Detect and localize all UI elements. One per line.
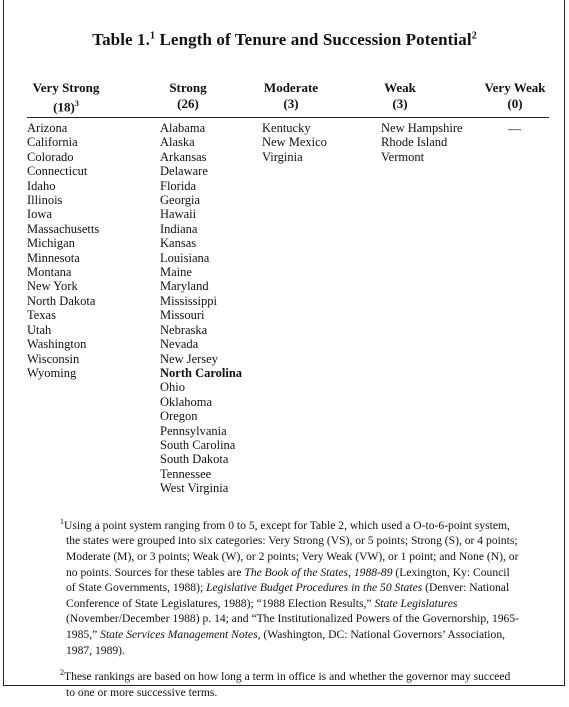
state-item: Oregon <box>160 409 198 424</box>
strong-states <box>160 121 242 496</box>
state-item: Missouri <box>160 308 205 323</box>
state-item: Delaware <box>160 164 208 179</box>
state-item: Massachusetts <box>27 221 100 236</box>
state-item: Rhode Island <box>381 135 448 150</box>
state-item: North Carolina <box>160 365 243 380</box>
column-header-very-strong: Very Strong $(18)^3$ <box>32 80 100 115</box>
state-item: Alaska <box>160 135 195 150</box>
moderate-states <box>262 121 327 164</box>
very-weak-dash: — <box>508 121 521 136</box>
state-item: Minnesota <box>27 250 80 265</box>
state-item: Pennsylvania <box>160 423 227 438</box>
state-item: North Dakota <box>27 293 96 308</box>
state-item: Washington <box>27 337 87 352</box>
state-item: Oklahoma <box>160 394 213 409</box>
state-item: Wisconsin <box>27 351 80 366</box>
state-item: New York <box>27 279 78 294</box>
state-item: Arizona <box>27 121 68 135</box>
footnote-2: $^2$These rankings are based on how long a term in office is and whether the governor may succeed to one or more successive terms. <box>60 668 511 699</box>
state-item: Illinois <box>27 193 63 208</box>
state-item: Georgia <box>160 193 201 208</box>
state-item: West Virginia <box>160 481 229 496</box>
state-item: Maine <box>160 265 192 280</box>
state-item: New Mexico <box>262 135 327 150</box>
state-item: Alabama <box>160 121 206 135</box>
state-item: Kentucky <box>262 121 311 135</box>
state-item: New Hampshire <box>381 121 463 135</box>
column-header-strong: Strong (26) <box>169 80 207 111</box>
header-rule <box>27 117 549 118</box>
state-item: South Carolina <box>160 437 236 452</box>
state-item: Florida <box>160 178 197 193</box>
state-item: Mississippi <box>160 293 217 308</box>
state-item: Virginia <box>262 149 303 164</box>
footnote-1: $^1$Using a point system ranging from 0 to 5, except for Table 2, which used a O-to-6-point system, the states were grouped into six categories: Very Strong (VS), or 5 points; Strong (S), or 4 points; Moderate (M), or 3 points; Weak (W), or 2 points; Very Weak (VW), or 1 point; and None (N), or no points. Sources for these tables are The Book of the States, 1988-89 (Lexington, Ky: Council of State Governments, 1988); Legislative Budget Procedures in the 50 States (Denver: National Conference of State Legislatures, 1988); “1988 Election Results,” State Legislatures (November/December 1988) p. 14; and “The Institutionalized Powers of the Governorship, 1965-1985,” State Services Management Notes, (Washington, DC: National Governors’ Association, 1987, 1989). <box>60 517 519 657</box>
state-item: California <box>27 135 78 150</box>
column-header-weak: Weak (3) <box>384 80 416 111</box>
state-item: Vermont <box>381 149 425 164</box>
state-item: Indiana <box>160 221 198 236</box>
state-item: Wyoming <box>27 365 77 380</box>
table-title: Table 1.$^1$ Length of Tenure and Succession Potential$^2$ <box>92 30 477 49</box>
state-item: Utah <box>27 322 52 337</box>
state-item: Tennessee <box>160 466 212 481</box>
column-header-very-weak: Very Weak (0) <box>484 80 546 111</box>
state-item: Connecticut <box>27 164 88 179</box>
state-item: Colorado <box>27 149 74 164</box>
state-item: Montana <box>27 265 72 280</box>
state-item: Nebraska <box>160 322 208 337</box>
state-item: Texas <box>27 308 56 323</box>
footnotes <box>60 514 520 707</box>
state-item: Ohio <box>160 380 185 395</box>
state-item: Iowa <box>27 207 52 222</box>
very-strong-states <box>27 121 99 380</box>
state-item: Hawaii <box>160 207 197 222</box>
state-item: Arkansas <box>160 149 207 164</box>
state-item: Kansas <box>160 236 197 251</box>
weak-states <box>381 121 463 164</box>
state-item: Louisiana <box>160 250 210 265</box>
state-item: Idaho <box>27 178 56 193</box>
state-item: Michigan <box>27 236 75 251</box>
state-item: Maryland <box>160 279 209 294</box>
state-item: Nevada <box>160 337 199 352</box>
column-header-moderate: Moderate (3) <box>263 80 319 111</box>
state-item: South Dakota <box>160 452 229 467</box>
state-item: New Jersey <box>160 351 218 366</box>
